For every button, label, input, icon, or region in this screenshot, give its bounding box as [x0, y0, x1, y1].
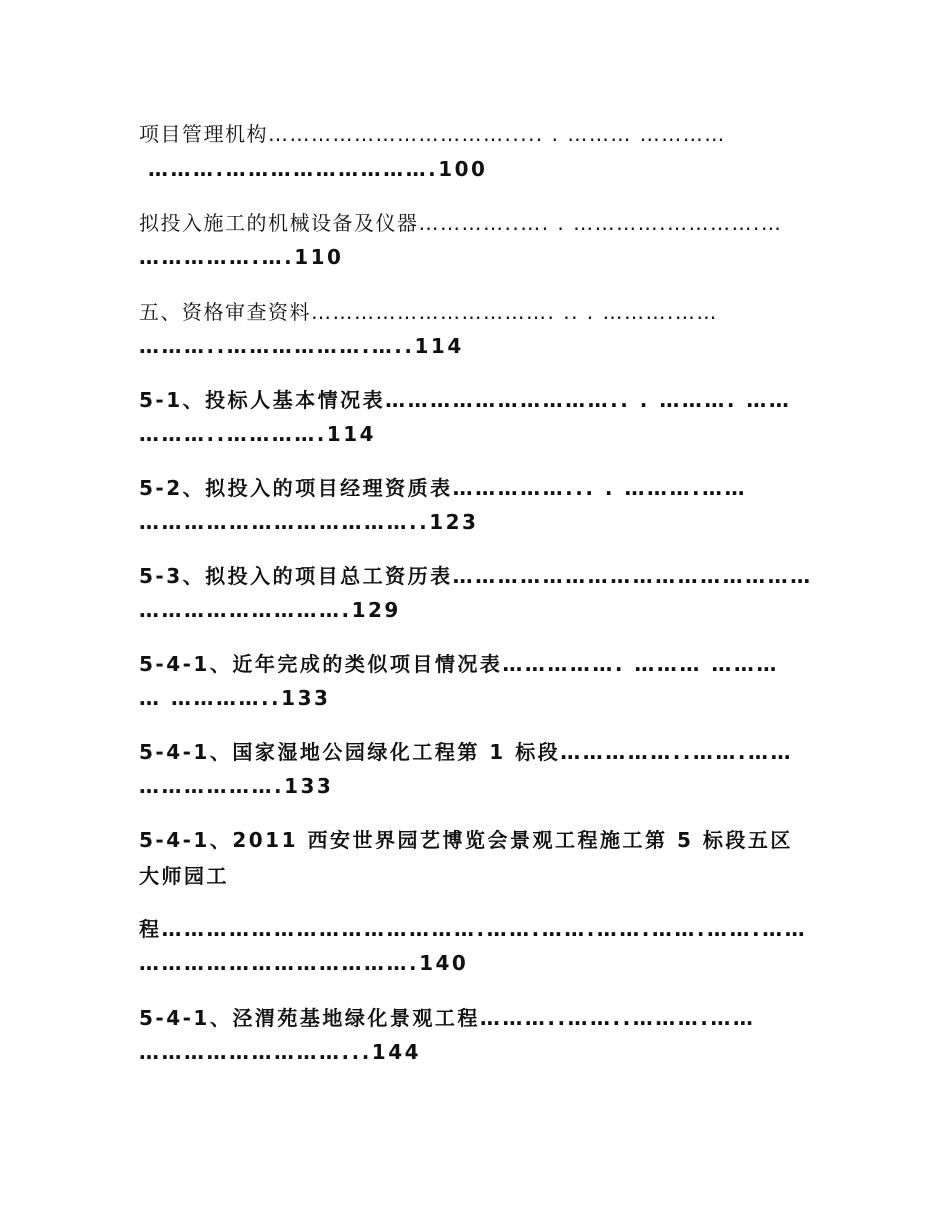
toc-entry-5-4-1-recent-line1: 5-4-1、近年完成的类似项目情况表……………. ……… ………	[139, 652, 779, 676]
toc-entry-expo-continuation-line1: 程…………………………………….…….…….…….…….…….……	[139, 917, 808, 941]
toc-entry-5-4-1-recent-line2: … …………..133	[139, 686, 331, 710]
toc-entry-qualification-line2: ………..……………….…..114	[139, 334, 464, 358]
toc-entry-5-1-line1: 5-1、投标人基本情况表………………………….. . ………. ……	[139, 388, 792, 412]
toc-entry-project-management-line2: ……….……………………….100	[148, 157, 488, 181]
toc-entry-5-4-1-jingwei-line2: ………………………...144	[139, 1040, 422, 1064]
toc-entry-5-3-line1: 5-3、拟投入的项目总工资历表…………………………………………	[139, 564, 813, 588]
toc-entry-5-2-line2: ………………………………..123	[139, 510, 479, 534]
toc-entry-machinery-line2: …………….….110	[139, 245, 344, 269]
toc-entry-qualification-line1: 五、资格审查资料……………………………. .. . ……….……	[139, 300, 718, 324]
toc-entry-project-management-line1: 项目管理机构……………………………..... . ……… …………	[139, 122, 726, 146]
toc-entry-5-4-1-expo-line1: 5-4-1、2011 西安世界园艺博览会景观工程施工第 5 标段五区	[139, 828, 793, 852]
toc-entry-5-2-line1: 5-2、拟投入的项目经理资质表……………... . ……….……	[139, 476, 748, 500]
toc-entry-5-1-line2: ………..………….114	[139, 422, 377, 446]
toc-entry-expo-continuation-line2: ……………………………….140	[139, 951, 469, 975]
toc-entry-5-4-1-wetland-line2: ……………….133	[139, 774, 334, 798]
toc-entry-5-4-1-expo-line2: 大师园工	[139, 864, 229, 888]
toc-entry-5-4-1-jingwei-line1: 5-4-1、泾渭苑基地绿化景观工程………..……..……….……	[139, 1006, 756, 1030]
toc-entry-5-3-line2: ……………………….129	[139, 598, 401, 622]
toc-entry-5-4-1-wetland-line1: 5-4-1、国家湿地公园绿化工程第 1 标段……………..…….……	[139, 740, 793, 764]
toc-entry-machinery-line1: 拟投入施工的机械设备及仪器…………..…. . ………….………….…	[139, 211, 783, 235]
